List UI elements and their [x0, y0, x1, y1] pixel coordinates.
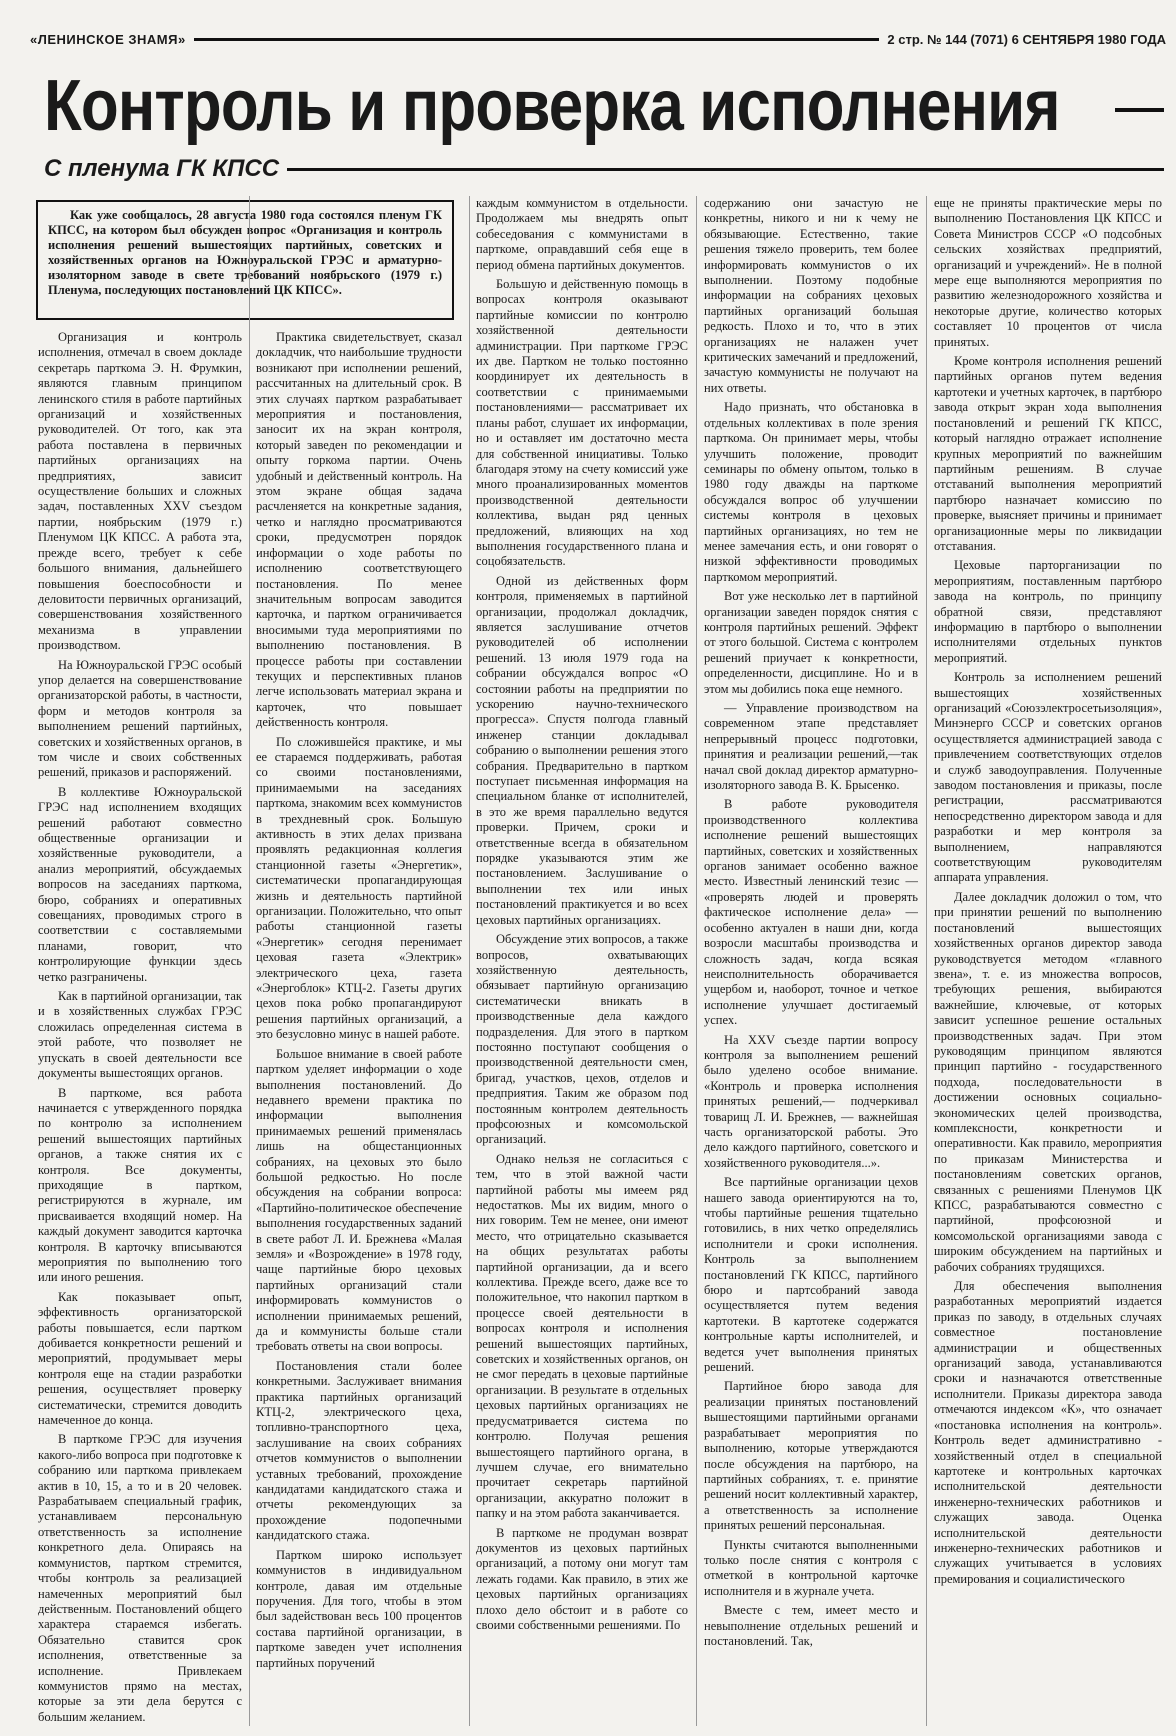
subhead-rule	[287, 168, 1164, 171]
article-column-1	[38, 330, 242, 1726]
article-paragraph: Цеховые парторганизации по мероприятиям, поставленным партбюро завода на контроль, по принципу обратной связи, представляют информацию в партбюро о выполнении исполнителями отдельных пунктов мероприятий.	[934, 558, 1162, 665]
masthead	[30, 28, 1166, 50]
article-paragraph: содержанию они зачастую не конкретны, никого и ни к чему не обязывающие. Естественно, такие решения тяжело проверить, тем более информировать коммунистов о их выполнении. Поэтому подобные информации на собраниях цеховых партийных организаций большая редкость. Плохо и то, что в этих организациях не налажен учет критических замечаний и предложений, зачастую коммунисты не получают на них ответы.	[704, 196, 918, 395]
article-paragraph: — Управление производством на современном этапе представляет непрерывный процесс подготовки, принятия и реализации решений,—так начал свой доклад директор арматурно-изоляторного завода В. К. Брысенко.	[704, 701, 918, 793]
article-column-3	[476, 196, 688, 1726]
article-paragraph: Для обеспечения выполнения разработанных мероприятий издается приказ по заводу, в отдельных случаях совместное постановление администрации и общественных организаций завода, устанавливаются сроки и назначаются ответственные исполнители. Приказы директора завода отмечаются индексом «К», что означает «постановка исполнения на контроль». Контроль ведет административно - хозяйственный отдел в специальной картотеке и контрольных карточках исполнительской деятельности инженерно-технических работников и служащих завода. Оценка исполнительской деятельности инженерно-технических работников и служащих учитывается в условиях премирования и социалистического	[934, 1279, 1162, 1586]
article-paragraph: На Южноуральской ГРЭС особый упор делается на совершенствование организаторской работы, в частности, форм и методов контроля за выполнением решений партийных, советских и хозяйственных органов, в том числе и своих собственных решений, приказов и распоряжений.	[38, 657, 242, 780]
column-divider	[926, 196, 927, 1726]
issue-line: 2 стр. № 144 (7071) 6 СЕНТЯБРЯ 1980 ГОДА	[887, 31, 1166, 47]
article-paragraph: В парткоме ГРЭС для изучения какого-либо вопроса при подготовке к собранию или парткома привлекаем актив в 10, 15, а то и в 20 человек. Разрабатываем специальный график, устанавливаем персональную ответственность за исполнение конкретного дела. Опираясь на коммунистов, партком стремится, чтобы контроль за реализацией намеченных мероприятий был действенным. Постановлений общего характера стараемся избегать. Обязательно ставится срок исполнения, ответственные за исполнение. Привлекаем коммунистов прямо на местах, которые за эти дела берутся с большим желанием.	[38, 1432, 242, 1724]
article-paragraph: Все партийные организации цехов нашего завода ориентируются на то, чтобы партийные решения тщательно готовились, в них четко определялись исполнители и сроки исполнения. Контроль за выполнением постановлений ГК КПСС, партийного бюро и партсобраний завода осуществляется путем ведения картотеки. В картотеке содержатся контрольные карты исполнителей, и ведется учет выполнения принятых решений.	[704, 1175, 918, 1375]
article-paragraph: Одной из действенных форм контроля, применяемых в партийной организации, продолжал докладчик, является заслушивание отчетов руководителей об исполнении решений. 13 июля 1979 года на собрании обсуждался вопрос «О состоянии работы на предприятии по ускорению научно-технического прогресса». Спустя полгода главный инженер станции докладывал собранию о выполнении решения этого собрания. Предварительно в партком поступает письменная информация на специальном бланке от исполнителей, в это же время параллельно ведутся проверки. Причем, сроки и ответственные всегда в обязательном порядке указываются этим же постановлением. Заслушивание о выполнении тех или иных постановлений практикуется и во всех цеховых партийных организациях.	[476, 573, 688, 927]
subhead-row	[44, 152, 1164, 186]
article-paragraph: Большое внимание в своей работе партком уделяет информации о ходе выполнения постановлений. До недавнего времени практика по информации выполнения принимаемых решений применялась лишь на общестанционных собраниях, на цеховых это было большой редкостью. Но после обсуждения на собрании вопроса: «Партийно-политическое обеспечение выполнения государственных заданий в свете работ Л. И. Брежнева «Малая земля» и «Возрождение» в 1978 году, чаще партийные бюро цеховых партийных организаций стали информировать коммунистов о исполнении принимаемых решений, да и коммунисты больше стали требовать ответы на свои вопросы.	[256, 1046, 462, 1354]
publication-name: «ЛЕНИНСКОЕ ЗНАМЯ»	[30, 31, 186, 47]
article-paragraph: Как в партийной организации, так и в хозяйственных службах ГРЭС сложилась определенная система в этой работе, что позволяет не упускать в своей деятельности все документы вышестоящих органов.	[38, 989, 242, 1081]
masthead-rule	[194, 38, 880, 41]
column-divider	[696, 196, 697, 1726]
article-paragraph: Далее докладчик доложил о том, что при принятии решений по выполнению постановлений вышестоящих хозяйственных органов директор завода руководствуется методом «главного звена», т. е. из множества вопросов, требующих решения, выбираются важнейшие, ключевые, от которых зависит успешное решение остальных производственных задач. При этом руководящим принципом являются принцип партийно - государственного подхода, последовательности в достижении основных социально-экономических целей производства, комплексности, конкретности и оперативности. Как правило, мероприятия по приказам Министерства и постановлениям советских органов, связанных с решениями Пленумов ЦК КПСС, разрабатываются совместно с партийной, профсоюзной и комсомольской организациями завода с широким обсуждением на партийных и рабочих собраниях трудящихся.	[934, 889, 1162, 1274]
article-paragraph: Обсуждение этих вопросов, а также вопросов, охватывающих хозяйственную деятельность, обязывает партийную организацию систематически вникать в производственные дела каждого подразделения. Для этого в партком постоянно поступают сообщения о производственной деятельности смен, бригад, участков, цехов, отделов и предприятия. Таким же образом под постоянным контролем деятельность профсоюзных и комсомольской организаций.	[476, 932, 688, 1147]
article-paragraph: Постановления стали более конкретными. Заслуживает внимания практика партийных организаций КТЦ-2, электрического цеха, топливно-транспортного цеха, заслушивание на своих собраниях отчетов коммунистов о выполнении уставных требований, прохождение кандидатами кандидатского стажа и отчеты рекомендующих за прохождение подопечными кандидатского стажа.	[256, 1358, 462, 1543]
column-divider	[469, 196, 470, 1726]
headline-row	[44, 60, 1164, 152]
article-paragraph: Вместе с тем, имеет место и невыполнение отдельных решений и постановлений. Так,	[704, 1603, 918, 1648]
article-paragraph: В работе руководителя производственного коллектива исполнение решений вышестоящих партийных, советских и хозяйственных органов занимает особенно важное место. Известный ленинский тезис — «проверять людей и проверять фактическое исполнение дела» — особенно актуален в наши дни, когда возросли масштабы производства и сложность задач, когда всякая неисполнительность оборачивается ущербом и, наоборот, точное и четкое исполнение улучшает достигаемый успех.	[704, 797, 918, 1028]
article-paragraph: Большую и действенную помощь в вопросах контроля оказывают партийные комиссии по контролю хозяйственной деятельности администрации. При парткоме ГРЭС их две. Партком не только постоянно координирует их деятельность в соответствии с принимаемыми постановлениями— рассматривает их планы работ, слушает их информации, но и оставляет им достаточно места для собственной инициативы. Только благодаря этому на счету комиссий уже много проанализированных моментов производственной деятельности коллектива, выдан ряд ценных предложений, влияющих на ход выполнения государственного плана и соцобязательств.	[476, 277, 688, 569]
article-paragraph: Партком широко использует коммунистов в индивидуальном контроле, давая им отдельные поручения. Для того, чтобы в этом был задействован весь 100 процентов состава партийной организации, в парткоме заведен учет исполнения партийных поручений	[256, 1547, 462, 1670]
subhead: С пленума ГК КПСС	[44, 155, 280, 182]
article-paragraph: Вот уже несколько лет в партийной организации заведен порядок снятия с контроля партийных решений. Эффект от этого большой. Система с контролем решений приучает к конкретности, определенности, дисциплине. Но и в этом мы добились пока еще немного.	[704, 589, 918, 696]
article-paragraph: В коллективе Южноуральской ГРЭС над исполнением входящих решений работают совместно общественные организации и хозяйственные руководители, а анализ мероприятий, обсуждаемых вопросов на заседаниях парткома, бюро, собраниях и оперативных совещаниях, проводимых строго в соответствии с составляемыми планами, говорит, что контролирующие функции здесь четко разграничены.	[38, 784, 242, 984]
lead-paragraph-box: Как уже сообщалось, 28 августа 1980 года состоялся пленум ГК КПСС, на котором был обсужден вопрос «Организация и контроль исполнения решений вышестоящих партийных, советских и хозяйственных органов на Южноуральской ГРЭС и арматурно-изоляторном заводе в свете требований ноябрьского (1979 г.) Пленума, последующих постановлений ЦК КПСС».	[36, 200, 454, 320]
article-paragraph: Однако нельзя не согласиться с тем, что в этой важной части партийной работы мы имеем ряд недостатков. Мы их видим, много о них говорим. Тем не менее, они имеют место, что отрицательно сказывается на общих результатах работы партийной организации, да и всего коллектива. Прежде всего, даже все то положительное, что накопил партком в процессе своей деятельности в вопросах контроля и исполнения решений вышестоящих партийных, советских и хозяйственных органов, он не смог передать в цеховые партийные организации. В результате в отдельных цеховых партийных организациях не предусматривается система по контролю. Получая решения вышестоящего партийного органа, в лучшем случае, его внимательно прочитает секретарь партийной организации, аккуратно положит в папку и на этом работа заканчивается.	[476, 1151, 688, 1521]
article-paragraph: Практика свидетельствует, сказал докладчик, что наибольшие трудности возникают при исполнении решений, рассчитанных на длительный срок. В этих случаях партком разрабатывает мероприятия и постановления, заносит их на экран контроля, который заведен по рекомендации и опыту горкома партии. Очень удобный и действенный контроль. На этом экране общая задача расчленяется на конкретные задания, четко и наглядно просматриваются сроки, предусмотрен порядок информации о ходе работы по исполнению соответствующего постановления. По менее значительным вопросам заводится карточка, и партком ограничивается вносимыми туда мероприятиями по выполнению постановления. В процессе работы при составлении текущих и перспективных планов легче использовать материал экрана и карточек, что повышает действенность контроля.	[256, 330, 462, 730]
article-paragraph: еще не приняты практические меры по выполнению Постановления ЦК КПСС и Совета Министров СССР «О подсобных сельских хозяйствах предприятий, организаций и учреждений». Не в полной мере еще выполняются мероприятия по развитию железнодорожного хозяйства и некоторые другие, количество которых составляет 10 процентов от числа принятых.	[934, 196, 1162, 349]
article-paragraph: каждым коммунистом в отдельности. Продолжаем мы внедрять опыт собеседования с коммунистами в парткоме, оправдавший себя еще в период обмена партийных документов.	[476, 196, 688, 272]
article-paragraph: На XXV съезде партии вопросу контроля за выполнением решений было уделено особое внимание. «Контроль и проверка исполнения принятых решений,— подчеркивал товарищ Л. И. Брежнев, — важнейшая часть организаторской работы. Это дело каждого партийного, советского и хозяйственного руководителя...».	[704, 1032, 918, 1170]
article-paragraph: Партийное бюро завода для реализации принятых постановлений вышестоящими партийными органами разрабатывает мероприятия по выполнению, которые утверждаются после обсуждения на партбюро, на партийных собраниях, т. е. принятие решений носит коллективный характер, а ответственность за исполнение принятых решений персональная.	[704, 1379, 918, 1533]
article-column-5	[934, 196, 1162, 1726]
article-column-4	[704, 196, 918, 1726]
article-paragraph: Пункты считаются выполненными только после снятия с контроля с отметкой в контрольной карточке исполнителя и в журнале учета.	[704, 1537, 918, 1598]
headline: Контроль и проверка исполнения	[44, 66, 1060, 146]
article-column-2	[256, 330, 462, 1726]
article-paragraph: Кроме контроля исполнения решений партийных органов путем ведения картотеки и учетных карточек, в партбюро завода открыт экран хода выполнения постановлений и решений ГК КПСС, который наглядно отражает исполнение крупных мероприятий по важнейшим партийным решениям. В случае отставаний выполнения мероприятий партбюро назначает комиссию по проверке, выясняет причины и принимает организационные меры по ликвидации отставания.	[934, 354, 1162, 553]
article-paragraph: В парткоме, вся работа начинается с утвержденного порядка по контролю за исполнением решений вышестоящих партийных органов, а также снятия их с контроля. Все документы, приходящие в партком, регистрируются в журнале, им присваивается входящий номер. На каждый документ заводится карточка контроля. В карточку вписываются мероприятия по выполнению того или иного решения.	[38, 1085, 242, 1285]
article-paragraph: Контроль за исполнением решений вышестоящих хозяйственных организаций «Союзэлектросетьизоляция», Минэнерго СССР и советских органов осуществляется администрацией завода с привлечением соответствующих отделов и служб заводоуправления. Полученные заводом постановления и приказы, после регистрации, рассматриваются непосредственно директором завода и для разработки и мер контроля за выполнением, направляются соответствующим руководителям аппарата управления.	[934, 670, 1162, 885]
article-paragraph: Как показывает опыт, эффективность организаторской работы повышается, если партком добивается конкретности решений и мероприятий, продумывает меры контроля еще на стадии разработки решения, осуществляет проверку систематически, стремится доводить намеченное до конца.	[38, 1289, 242, 1428]
article-paragraph: По сложившейся практике, и мы ее стараемся поддерживать, работая со своими постановлениями, принимаемыми на заседаниях парткома, знакомим всех коммунистов в трехдневный срок. Большую активность в этих делах призвана проявлять редакционная коллегия станционной газеты «Энергетик», систематически пропагандирующая жизнь и деятельность партийной организации. Положительно, что опыт работы станционной газеты «Энергетик» сегодня перенимает цеховая газета «Электрик» электрического цеха, газета «Энергоблок» КТЦ-2. Газеты других цехов пока робко пропагандируют решения партийных организаций, а это безусловно минус в нашей работе.	[256, 734, 462, 1042]
article-paragraph: Организация и контроль исполнения, отмечал в своем докладе секретарь парткома Э. Н. Фрумкин, являются главным принципом ленинского стиля в работе партийных организаций и хозяйственных руководителей. От того, как эта работа поставлена в первичных партийных организациях на предприятиях, зависит осуществление больших и сложных задач, поставленных XXV съездом партии, ноябрьским (1979 г.) Пленумом ЦК КПСС. А работа эта, прежде всего, требует к себе большого внимания, дальнейшего повышения боеспособности и деловитости первичных организаций, совершенствования хозяйственного механизма в управлении производством.	[38, 330, 242, 653]
article-paragraph: Надо признать, что обстановка в отдельных коллективах в поле зрения парткома. Он принимает меры, чтобы улучшить положение, проводит семинары по обмену опытом, только в 1980 году дважды на парткоме обсуждался вопрос об улучшении системы контроля в цеховых партийных организациях, но тем не менее замечания есть, и они говорят о низкой эффективности проводимых парткомом мероприятий.	[704, 400, 918, 584]
article-paragraph: В парткоме не продуман возврат документов из цеховых партийных организаций, а потому они могут там лежать годами. Как правило, в этих же цеховых партийных организациях плохо дело обстоит и в работе со своими собственными решениями. По	[476, 1525, 688, 1632]
column-divider	[249, 196, 250, 1726]
headline-rule	[1115, 108, 1164, 112]
